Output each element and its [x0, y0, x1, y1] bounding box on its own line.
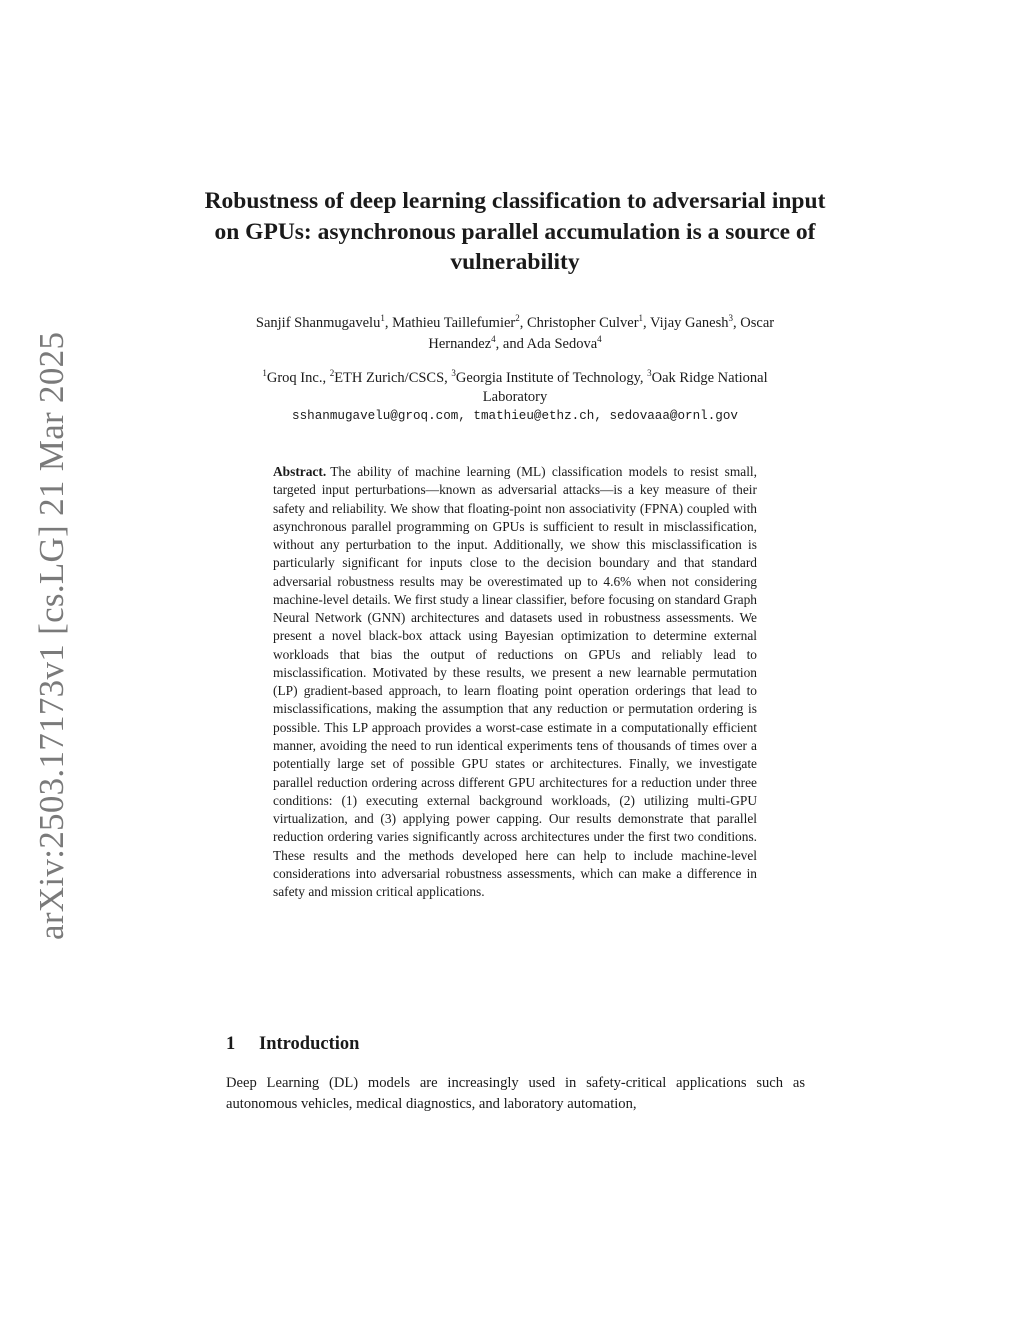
author: Oscar Hernandez$^4$, and [428, 315, 775, 352]
author: Sanjif Shanmugavelu$^1$, [255, 313, 393, 331]
introduction-paragraph: Deep Learning (DL) models are increasingly used in safety-critical applications such as autonomous vehicles, medical diagnostics, and laboratory automation, [226, 1075, 805, 1112]
abstract-text: The ability of machine learning (ML) classification models to resist small, targeted input perturbations—known as adversarial attacks—is a key measure of their safety and reliability. We show that floating-point non associativity (FPNA) coupled with asynchronous parallel programming on GPUs is sufficient to result in misclassification, without any perturbation to the input. Additionally, we show this misclassification is particularly significant for inputs close to the decision boundary and that standard adversarial robustness results may be overestimated up to 4.6% when not considering machine-level details. We first study a linear classifier, before focusing on standard Graph Neural Network (GNN) architectures and datasets used in robustness assessments. We present a novel black-box attack using Bayesian optimization to determine external workloads that bias the output of reductions on GPUs and reliably lead to misclassification. Motivated by these results, we present a new learnable permutation (LP) gradient-based approach, to learn floating point operation orderings that lead to misclassifications, making the assumption that any reduction or permutation ordering is possible. This LP approach provides a worst-case estimate in a computationally efficient manner, avoiding the need to run identical experiments tens of thousands of times over a potentially large set of possible GPU states or architectures. Finally, we investigate parallel reduction ordering across different GPU architectures for a reduction under three conditions: (1) executing external background workloads, (2) utilizing multi-GPU virtualization, and (3) applying power capping. Our results demonstrate that parallel reduction ordering varies significantly across architectures under the first two conditions. These results and the methods developed here can help to include machine-level considerations into adversarial robustness assessments, which can make a difference in safety and mission critical applications. [273, 464, 757, 900]
author-emails: sshanmugavelu@groq.com, tmathieu@ethz.ch, sedovaaa@ornl.gov [292, 409, 738, 423]
section-number: 1 [226, 1034, 236, 1054]
arxiv-identifier-stamp: arXiv:2503.17173v1 [cs.LG] 21 Mar 2025 [32, 331, 71, 940]
abstract-label: Abstract. [273, 464, 327, 479]
affiliation: $^2$ETH Zurich/CSCS, [329, 368, 452, 386]
affiliation: $^3$Georgia Institute of Technology, [451, 368, 648, 386]
affiliation: $^3$Oak Ridge National Laboratory [482, 368, 768, 405]
section-title: Introduction [259, 1034, 360, 1054]
affiliation-list [230, 369, 800, 407]
section-heading-introduction [226, 1031, 359, 1057]
author: Christopher Culver$^1$, [526, 313, 651, 331]
author: Ada Sedova$^4$ [526, 334, 602, 352]
author: Mathieu Taillefumier$^2$, [392, 313, 527, 331]
author: Vijay Ganesh$^3$, [650, 313, 741, 331]
paper-title: Robustness of deep learning classification to adversarial input on GPUs: asynchronous parallel accumulation is a source of vulnerability [204, 188, 826, 275]
affiliation: $^1$Groq Inc., [262, 368, 330, 386]
author-list [230, 313, 800, 355]
abstract [273, 463, 757, 901]
